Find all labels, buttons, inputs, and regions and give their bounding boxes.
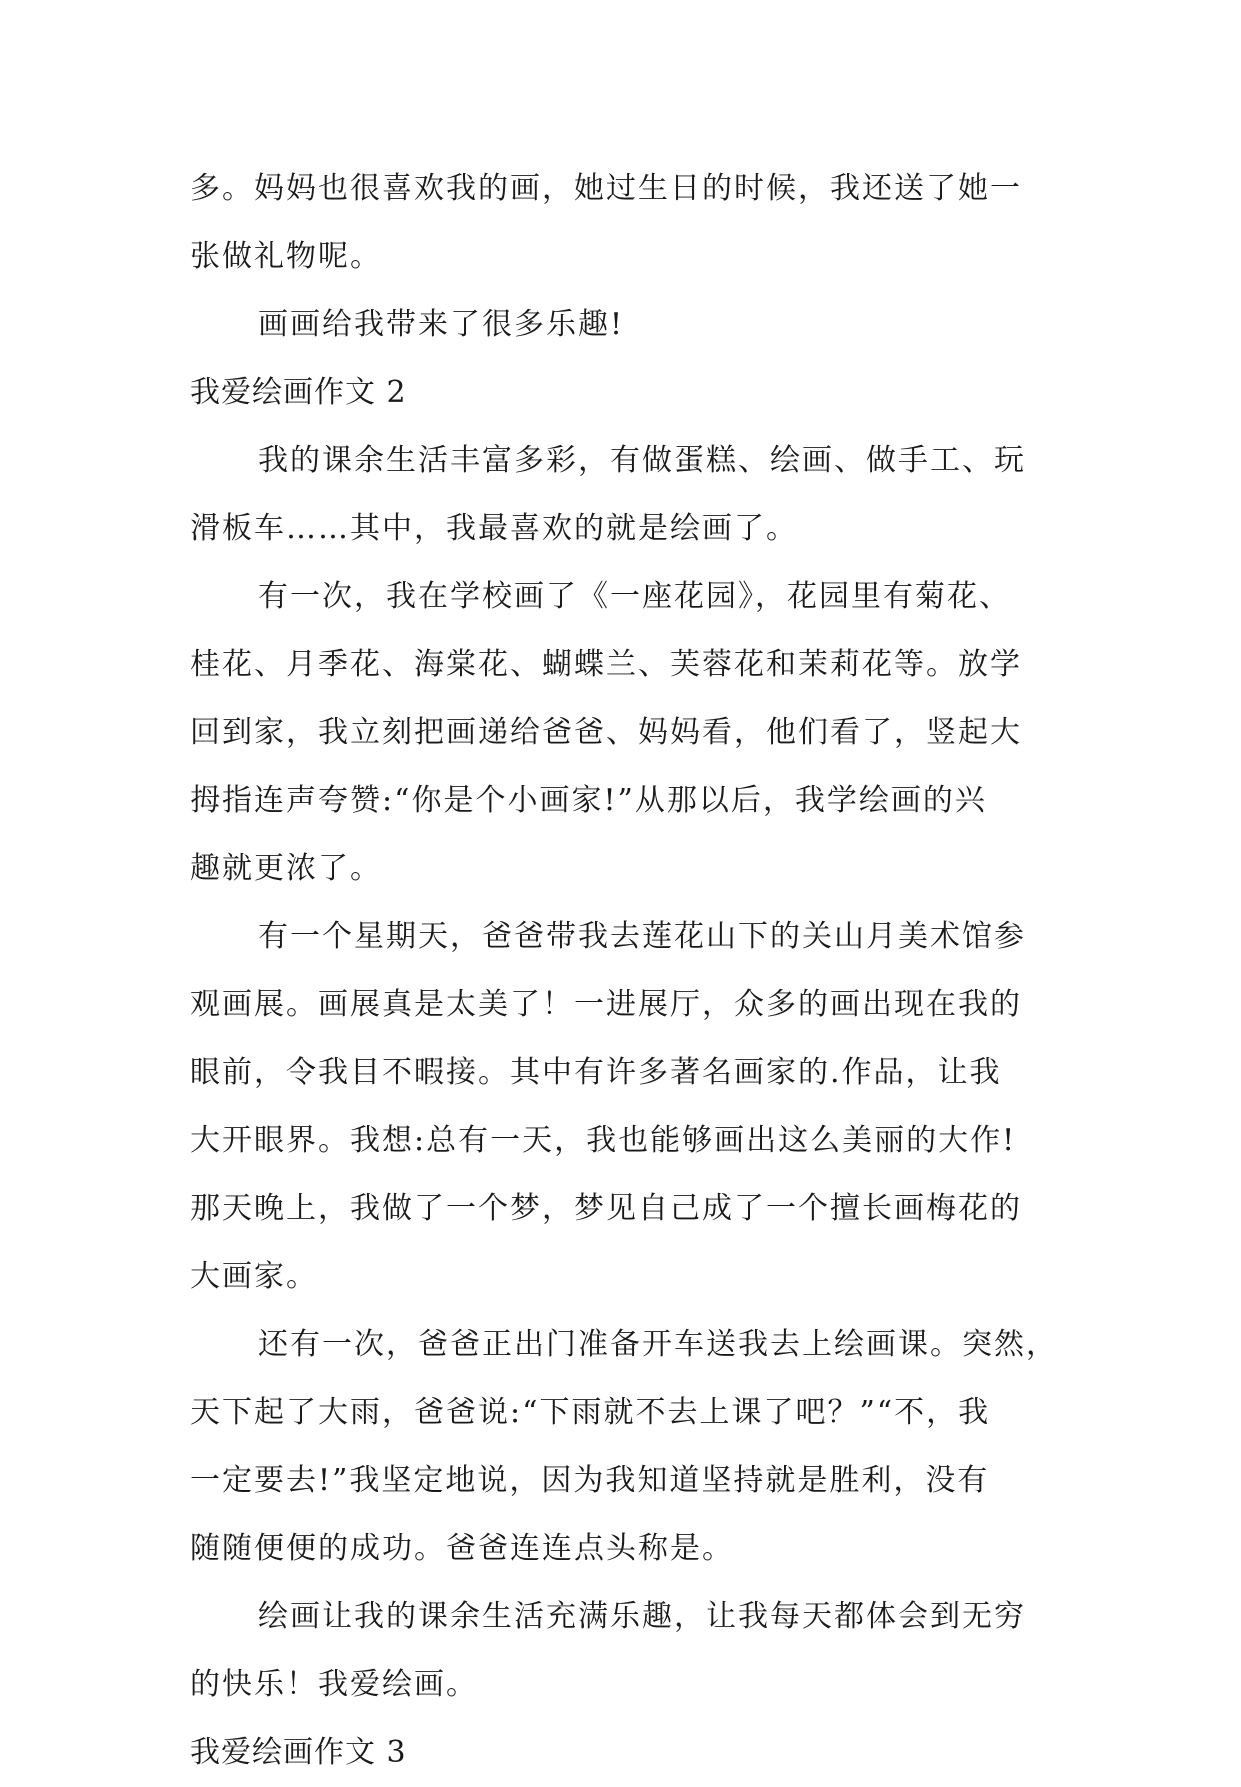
text-line: 滑板车……其中，我最喜欢的就是绘画了。 — [190, 511, 798, 546]
text-line: 回到家，我立刻把画递给爸爸、妈妈看，他们看了，竖起大 — [190, 715, 1022, 750]
essay-heading-2: 我爱绘画作文 2 — [190, 375, 407, 410]
text-line: 拇指连声夸赞:“你是个小画家!”从那以后，我学绘画的兴 — [190, 783, 987, 818]
text-line: 桂花、月季花、海棠花、蝴蝶兰、芙蓉花和茉莉花等。放学 — [190, 647, 1022, 682]
paragraph-start: 绘画让我的课余生活充满乐趣，让我每天都体会到无穷 — [258, 1599, 1026, 1634]
text-line: 随随便便的成功。爸爸连连点头称是。 — [190, 1531, 734, 1566]
text-line: 一定要去!”我坚定地说，因为我知道坚持就是胜利，没有 — [190, 1463, 990, 1498]
text-line: 观画展。画展真是太美了！一进展厅，众多的画出现在我的 — [190, 987, 1022, 1022]
text-line: 那天晚上，我做了一个梦，梦见自己成了一个擅长画梅花的 — [190, 1191, 1022, 1226]
paragraph-start: 画画给我带来了很多乐趣! — [258, 307, 625, 342]
text-line: 眼前，令我目不暇接。其中有许多著名画家的.作品，让我 — [190, 1055, 1002, 1090]
text-line: 多。妈妈也很喜欢我的画，她过生日的时候，我还送了她一 — [190, 171, 1022, 206]
text-line: 的快乐！我爱绘画。 — [190, 1667, 478, 1702]
text-line: 大画家。 — [190, 1259, 318, 1294]
text-line: 大开眼界。我想:总有一天，我也能够画出这么美丽的大作! — [190, 1123, 1017, 1158]
essay-heading-3: 我爱绘画作文 3 — [190, 1735, 407, 1770]
paragraph-start: 还有一次，爸爸正出门准备开车送我去上绘画课。突然， — [258, 1327, 1058, 1362]
document-page — [190, 155, 1060, 1787]
paragraph-start: 我的课余生活丰富多彩，有做蛋糕、绘画、做手工、玩 — [258, 443, 1026, 478]
text-line: 趣就更浓了。 — [190, 851, 382, 886]
paragraph-start: 有一次，我在学校画了《一座花园》，花园里有菊花、 — [258, 579, 1011, 614]
paragraph-start: 有一个星期天，爸爸带我去莲花山下的关山月美术馆参 — [258, 919, 1026, 954]
text-line: 张做礼物呢。 — [190, 239, 382, 274]
text-line: 天下起了大雨，爸爸说:“下雨就不去上课了吧？”“不，我 — [190, 1395, 991, 1430]
